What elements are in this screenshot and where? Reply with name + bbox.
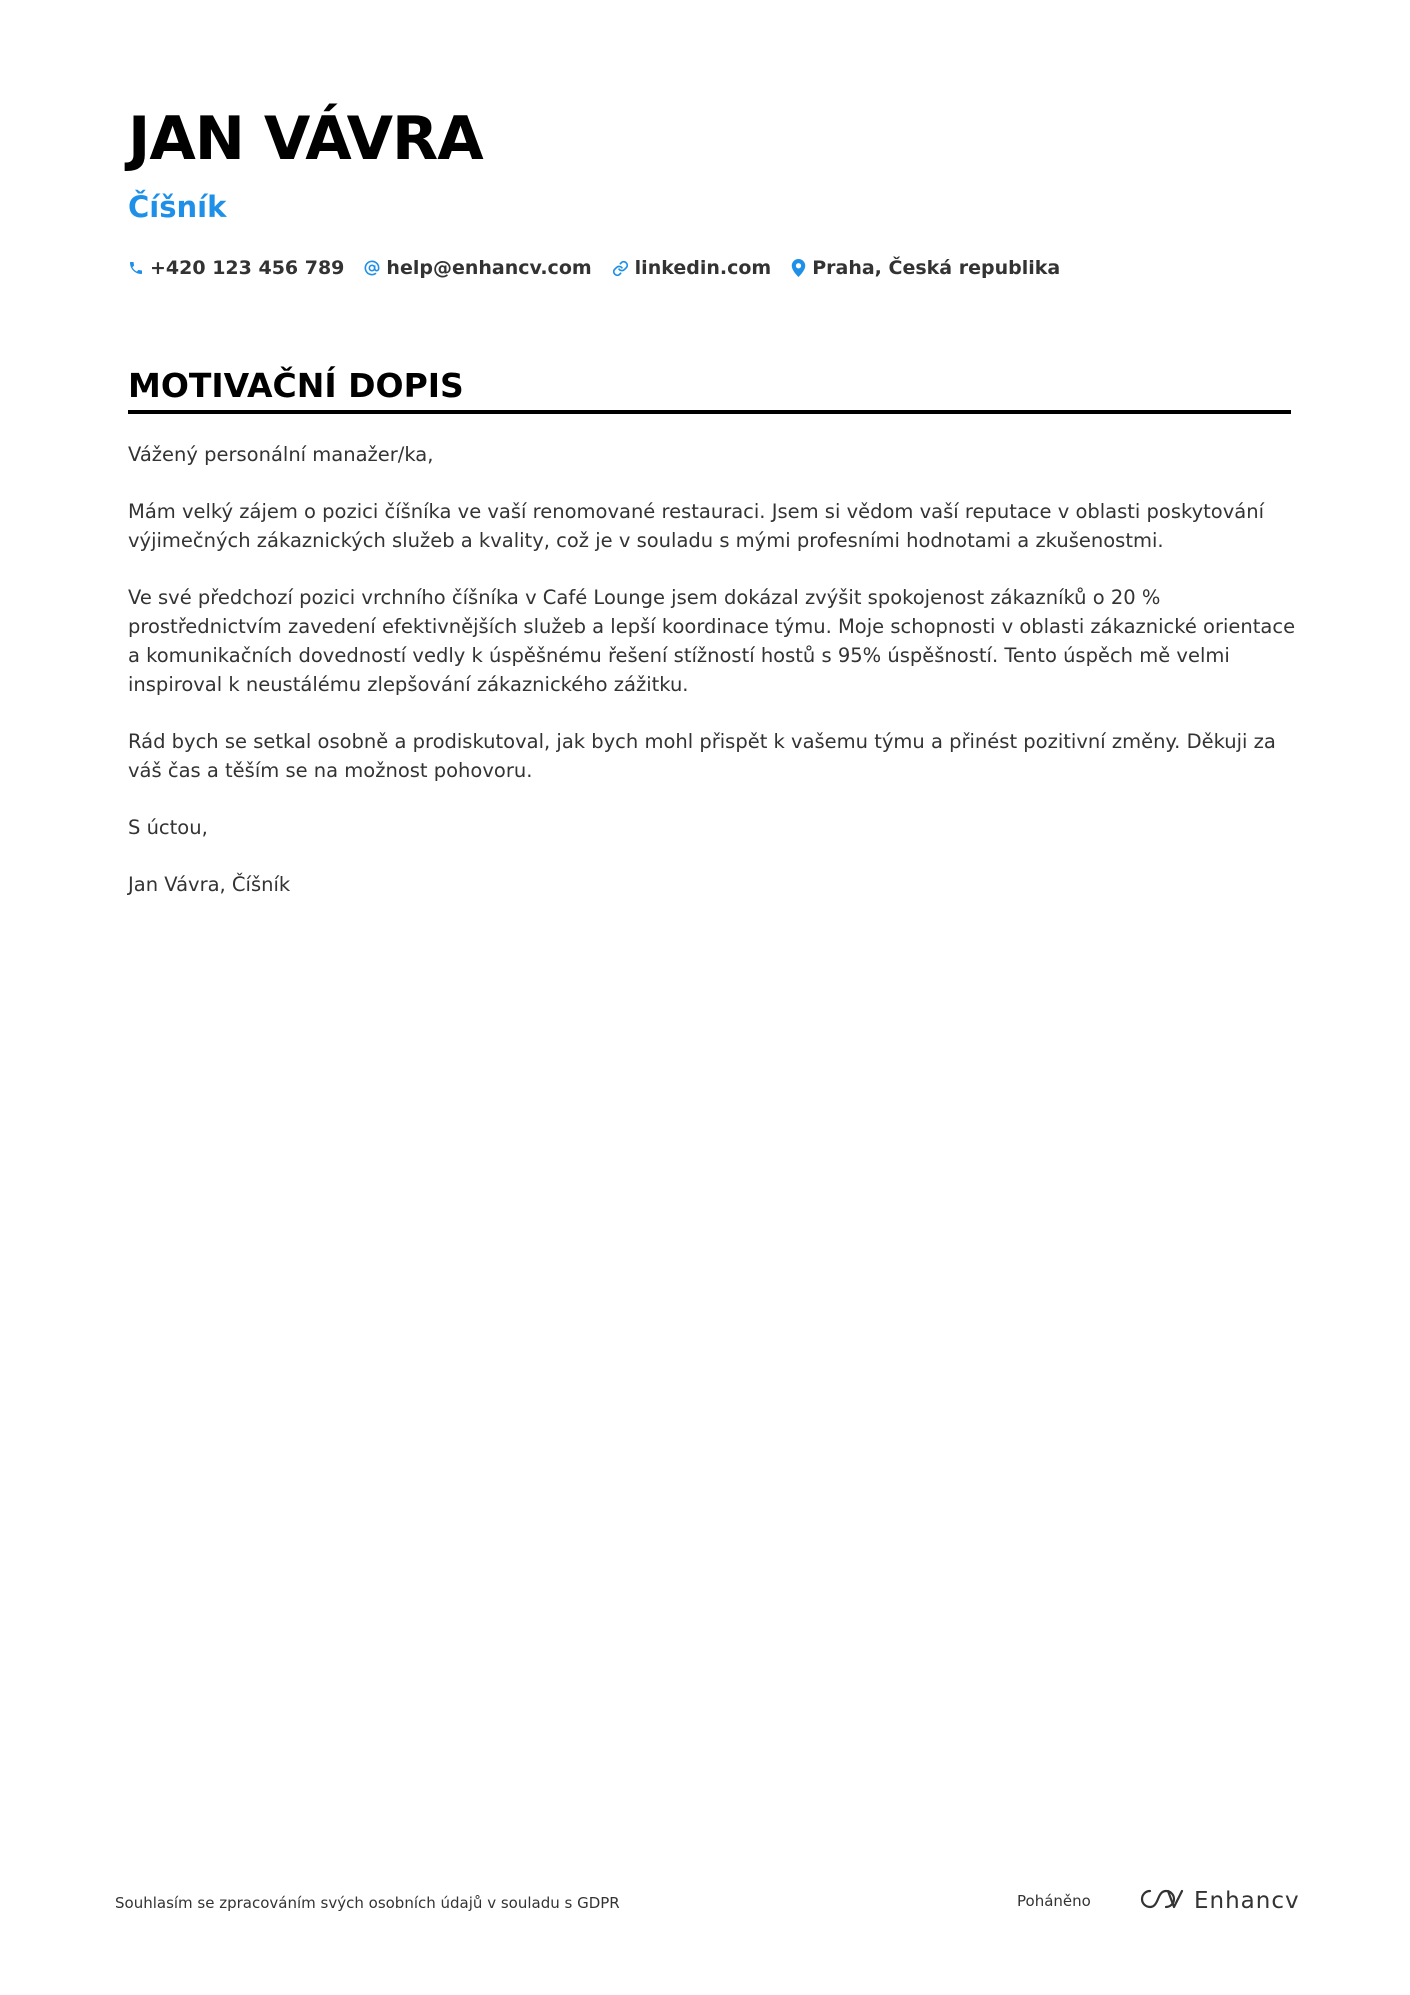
contact-bar [128, 254, 1060, 282]
contact-location [791, 257, 1060, 279]
letter-paragraph: Rád bych se setkal osobně a prodiskutoval, jak bych mohl přispět k vašemu týmu a přinést pozitivní změny. Děkuji za váš čas a těším se na možnost pohovoru. [128, 730, 1276, 782]
letter-paragraph: Mám velký zájem o pozici číšníka ve vaší renomované restauraci. Jsem si vědom vaší reputace v oblasti poskytování výjimečných zákaznických služeb a kvality, což je v souladu s mými profesními hodnotami a zkušenostmi. [128, 500, 1264, 552]
contact-linkedin [612, 257, 772, 279]
link-icon [612, 260, 629, 277]
job-title: Číšník [128, 190, 227, 224]
at-icon [364, 260, 380, 276]
gdpr-consent-text: Souhlasím se zpracováním svých osobních údajů v souladu s GDPR [115, 1894, 620, 1912]
contact-email [364, 257, 591, 279]
letter-closing: S úctou, [128, 816, 208, 839]
letter-signature: Jan Vávra, Číšník [128, 873, 291, 896]
section-title: MOTIVAČNÍ DOPIS [128, 366, 464, 405]
enhancv-logo-icon [1138, 1887, 1184, 1916]
location-pin-icon [791, 259, 806, 277]
contact-location-text: Praha, Česká republika [812, 257, 1061, 279]
contact-phone [128, 257, 344, 279]
contact-phone-text: +420 123 456 789 [150, 257, 345, 279]
letter-body [128, 440, 1298, 927]
candidate-name: JAN VÁVRA [128, 104, 483, 174]
enhancv-brand-link[interactable] [1138, 1884, 1300, 1918]
contact-linkedin-text: linkedin.com [634, 257, 772, 279]
letter-paragraph: Ve své předchozí pozici vrchního číšníka v Café Lounge jsem dokázal zvýšit spokojenost zákazníků o 20 % prostřednictvím zavedení efektivnějších služeb a lepší koordinace týmu. Moje schopnosti v oblasti zákaznické orientace a komunikačních dovedností vedly k úspěšnému řešení stížností hostů s 95% úspěšností. Tento úspěch mě velmi inspiroval k neustálému zlepšování zákaznického zážitku. [128, 586, 1296, 696]
contact-email-text: help@enhancv.com [386, 257, 592, 279]
phone-icon [128, 260, 144, 276]
powered-by-label: Poháněno [1017, 1892, 1091, 1910]
letter-salutation: Vážený personální manažer/ka, [128, 443, 434, 466]
section-divider [128, 410, 1291, 414]
enhancv-brand-name: Enhancv [1194, 1888, 1300, 1914]
